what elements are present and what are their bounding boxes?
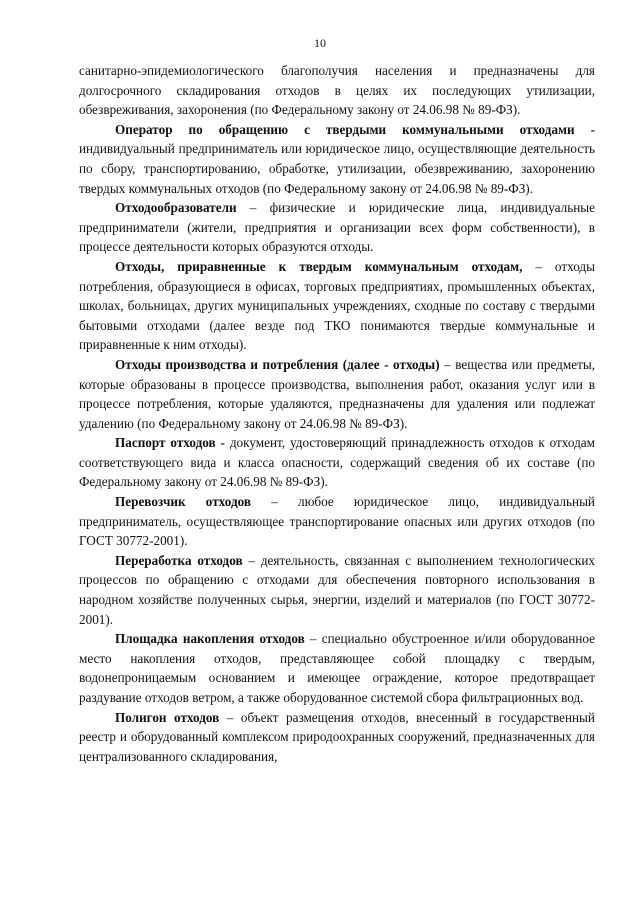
definition-paragraph <box>79 433 595 492</box>
definition-text: – деятельность, связанная с выполнением технологических процессов по обращению с отходами для обеспечения повторного использования в народном хозяйстве полученных сырья, энергии, изделий и материалов (по ГОСТ 30772-2001). <box>79 552 595 627</box>
definition-text: – вещества или предметы, которые образованы в процессе производства, выполнения работ, оказания услуг или в процессе потребления, которые удаляются, предназначены для удаления или подлежат удалению (по Федеральному закону от 24.06.98 № 89-ФЗ). <box>79 356 596 431</box>
definition-term: Переработка отходов <box>115 552 243 568</box>
definition-paragraph <box>79 120 595 198</box>
definition-term: Отходы, приравненные к твердым коммунальным отходам, <box>115 258 523 274</box>
definition-text: – отходы потребления, образующиеся в офисах, торговых предприятиях, промышленных объектах, школах, больницах, других муниципальных учреждениях, сходные по составу с твердыми бытовыми отходами (далее везде под ТКО понимаются твердые коммунальные и приравненные к ним отходы). <box>79 258 595 353</box>
definition-term: Паспорт отходов - <box>115 435 225 451</box>
definition-paragraph <box>79 629 595 707</box>
definition-text: – физические и юридические лица, индивидуальные предприниматели (жители, предприятия и организации всех форм собственности), в процессе деятельности которых образуются отходы. <box>79 200 595 255</box>
definition-term: Оператор по обращению с твердыми коммунальными отходами - <box>115 121 595 137</box>
definition-text: документ, удостоверяющий принадлежность отходов к отходам соответствующего вида и класса опасности, содержащий сведения об их составе (по Федеральному закону от 24.06.98 № 89-ФЗ). <box>79 435 595 490</box>
definition-term: Площадка накопления отходов <box>115 631 305 647</box>
paragraph-text: санитарно-эпидемиологического благополучия населения и предназначены для долгосрочного складирования отходов в целях их последующих утилизации, обезвреживания, захоронения (по Федеральному закону от 24.06.98 № 89-ФЗ). <box>79 63 595 118</box>
definition-term: Полигон отходов <box>115 709 220 725</box>
page-number: 10 <box>314 36 326 50</box>
definition-term: Перевозчик отходов <box>115 494 252 510</box>
definition-text: индивидуальный предприниматель или юридическое лицо, осуществляющие деятельность по сбору, транспортированию, обработке, утилизации, обезвреживанию, захоронению твердых коммунальных отходов (по Федеральному закону от 24.06.98 № 89-ФЗ). <box>79 141 595 196</box>
definition-paragraph <box>79 551 595 629</box>
paragraph-continuation <box>79 61 595 120</box>
definition-paragraph <box>79 355 595 433</box>
definition-paragraph <box>79 198 595 257</box>
definition-text: – любое юридическое лицо, индивидуальный предприниматель, осуществляющее транспортирование опасных или других отходов (по ГОСТ 30772-2001). <box>79 494 595 549</box>
definition-text: – специально обустроенное и/или оборудованное место накопления отходов, представляющее собой площадку с твердым, водонепроницаемым основанием и имеющее ограждение, которое предотвращает раздувание отходов ветром, а также оборудованное системой сбора фильтрационных вод. <box>79 631 595 705</box>
definition-term: Отходообразователи <box>115 200 237 216</box>
body-text <box>79 61 595 766</box>
definition-paragraph <box>79 492 595 551</box>
definition-paragraph <box>79 257 595 355</box>
definition-term: Отходы производства и потребления (далее - отходы) <box>115 356 440 372</box>
definition-text: – объект размещения отходов, внесенный в государственный реестр и оборудованный комплексом природоохранных сооружений, предназначенных для централизованного складирования, <box>79 709 595 764</box>
definition-paragraph <box>79 708 595 767</box>
